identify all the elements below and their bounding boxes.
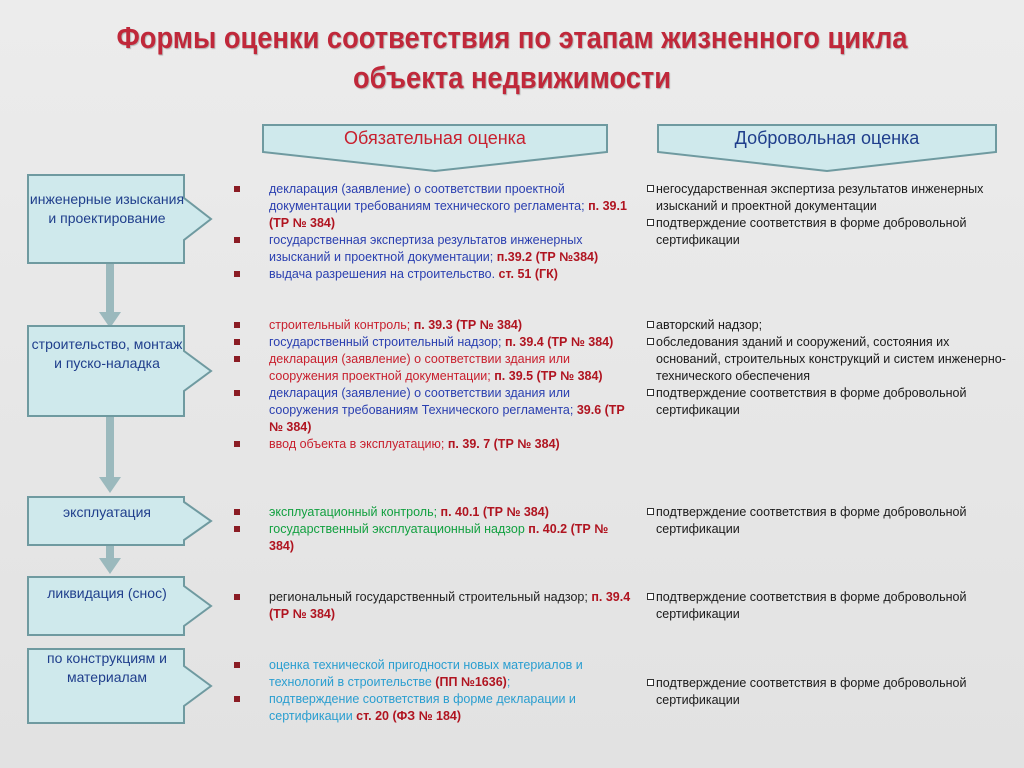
stage-label: инженерные изыскания и проектирование [29, 191, 185, 226]
list-item: подтверждение соответствия в форме добровольной сертификации [647, 215, 1009, 249]
list-item: эксплуатационный контроль; п. 40.1 (ТР № 384) [233, 504, 633, 521]
stage-box [27, 576, 213, 636]
voluntary-header-label: Добровольная оценка [734, 128, 920, 148]
mandatory-list [233, 589, 633, 623]
list-item: подтверждение соответствия в форме добровольной сертификации [647, 675, 1009, 709]
stage-label: строительство, монтаж и пуско-наладка [31, 336, 183, 371]
stage-box [27, 174, 213, 264]
voluntary-list [647, 589, 1009, 623]
list-item: подтверждение соответствия в форме добровольной сертификации [647, 385, 1009, 419]
list-item: оценка технической пригодности новых материалов и технологий в строительстве (ПП №1636); [233, 657, 633, 691]
voluntary-header [657, 124, 997, 170]
stage-label: ликвидация (снос) [47, 585, 167, 601]
mandatory-list [233, 317, 633, 453]
mandatory-list [233, 657, 633, 725]
list-item: подтверждение соответствия в форме добровольной сертификации [647, 589, 1009, 623]
stage-label: по конструкциям и материалам [47, 650, 167, 685]
list-item: декларация (заявление) о соответствии здания или сооружения требованиям Технического регламента; 39.6 (ТР № 384) [233, 385, 633, 436]
list-item: выдача разрешения на строительство. ст. 51 (ГК) [233, 266, 633, 283]
list-item: подтверждение соответствия в форме добровольной сертификации [647, 504, 1009, 538]
voluntary-list [647, 675, 1009, 709]
mandatory-list [233, 181, 633, 283]
mandatory-header-label: Обязательная оценка [344, 128, 526, 148]
stage-box [27, 648, 213, 724]
stage-box [27, 496, 213, 546]
list-item: негосударственная экспертиза результатов инженерных изысканий и проектной документации [647, 181, 1009, 215]
stage-label: эксплуатация [63, 504, 151, 520]
title-line-1: Формы оценки соответствия по этапам жизненного цикла [116, 20, 908, 55]
voluntary-list [647, 504, 1009, 538]
list-item: обследования зданий и сооружений, состояния их оснований, строительных конструкций и систем инженерно-технического обеспечения [647, 334, 1009, 385]
list-item: ввод объекта в эксплуатацию; п. 39. 7 (ТР № 384) [233, 436, 633, 453]
down-arrow-icon [95, 262, 125, 332]
mandatory-list [233, 504, 633, 555]
voluntary-list [647, 317, 1009, 419]
down-arrow-icon [95, 415, 125, 497]
stage-box [27, 325, 213, 417]
page-title [61, 18, 962, 98]
voluntary-list [647, 181, 1009, 249]
title-line-2: объекта недвижимости [352, 60, 672, 95]
list-item: государственная экспертиза результатов инженерных изысканий и проектной документации; п.39.2 (ТР №384) [233, 232, 633, 266]
list-item: декларация (заявление) о соответствии здания или сооружения проектной документации; п. 39.5 (ТР № 384) [233, 351, 633, 385]
list-item: региональный государственный строительный надзор; п. 39.4 (ТР № 384) [233, 589, 633, 623]
mandatory-header [262, 124, 608, 170]
list-item: строительный контроль; п. 39.3 (ТР № 384) [233, 317, 633, 334]
list-item: подтверждение соответствия в форме декларации и сертификации ст. 20 (ФЗ № 184) [233, 691, 633, 725]
list-item: авторский надзор; [647, 317, 1009, 334]
list-item: государственный строительный надзор; п. 39.4 (ТР № 384) [233, 334, 633, 351]
list-item: государственный эксплуатационный надзор п. 40.2 (ТР № 384) [233, 521, 633, 555]
list-item: декларация (заявление) о соответствии проектной документации требованиям технического регламента; п. 39.1 (ТР № 384) [233, 181, 633, 232]
